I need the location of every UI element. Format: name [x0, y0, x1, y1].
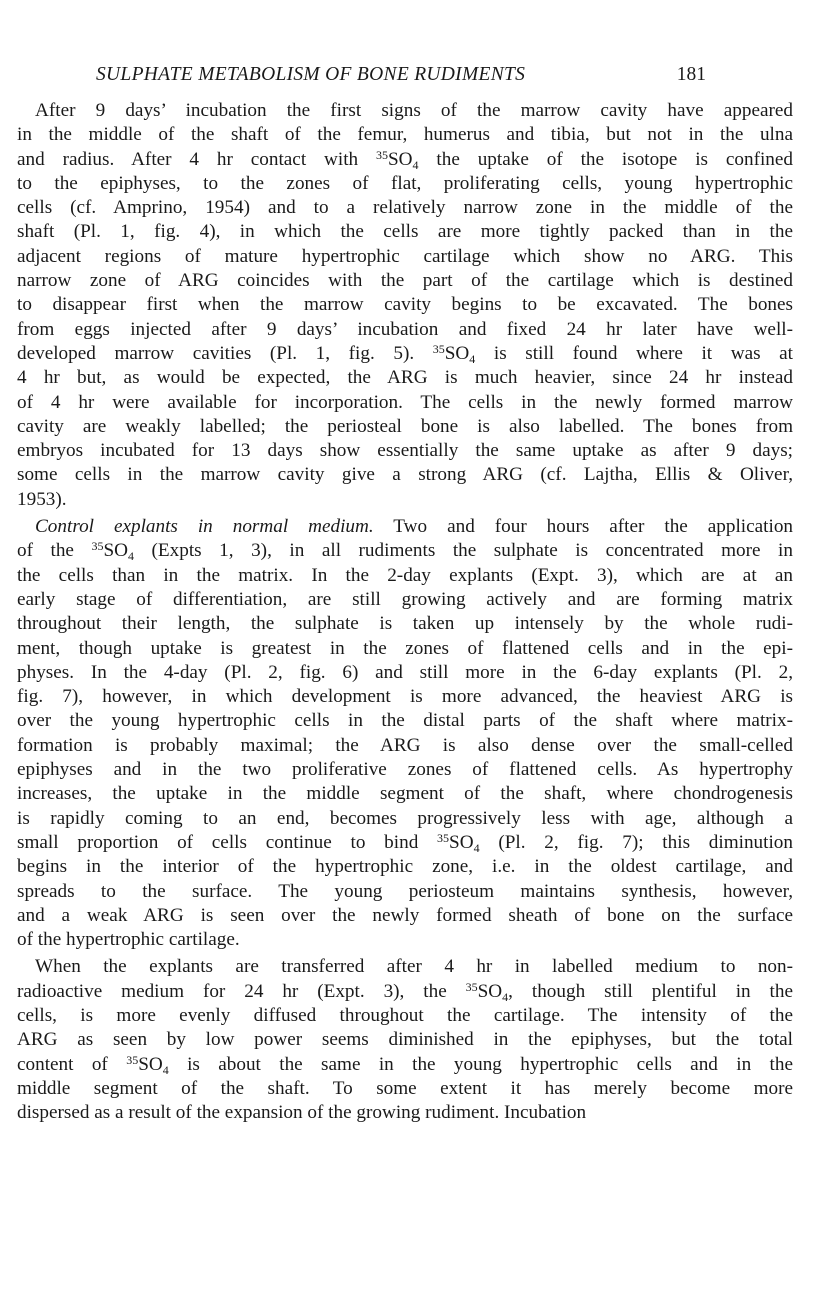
- text-line: small proportion of cells continue to bind $^{35}SO_4$ (Pl. 2, fig. 7); this diminution: [17, 830, 793, 855]
- text-line: cells (cf. Amprino, 1954) and to a relatively narrow zone in the middle of the: [17, 197, 793, 219]
- text-line: 1953).: [17, 488, 67, 510]
- paragraph: [17, 515, 793, 952]
- text-line: content of $^{35}SO_4$ is about the same in the young hypertrophic cells and in the: [17, 1052, 793, 1077]
- text-line: in the middle of the shaft of the femur, humerus and tibia, but not in the ulna: [17, 124, 793, 146]
- page-number: 181: [676, 64, 706, 85]
- text-line: to disappear first when the marrow cavity begins to be excavated. The bones: [17, 294, 793, 316]
- text-line: over the young hypertrophic cells in the distal parts of the shaft where matrix-: [17, 710, 793, 732]
- text-line: cavity are weakly labelled; the periosteal bone is also labelled. The bones from: [17, 415, 793, 437]
- text-line-rest: Two and four hours after the application: [373, 516, 793, 538]
- text-line: shaft (Pl. 1, fig. 4), in which the cells are more tightly packed than in the: [17, 221, 793, 243]
- text-line: embryos incubated for 13 days show essentially the same uptake as after 9 days;: [17, 440, 793, 462]
- text-line: 4 hr but, as would be expected, the ARG is much heavier, since 24 hr instead: [17, 367, 793, 389]
- text-line: adjacent regions of mature hypertrophic cartilage which show no ARG. This: [17, 245, 793, 267]
- text-line: throughout their length, the sulphate is taken up intensely by the whole rudi-: [17, 613, 793, 635]
- text-line: formation is probably maximal; the ARG is also dense over the small-celled: [17, 734, 793, 756]
- text-line: of 4 hr were available for incorporation. The cells in the newly formed marrow: [17, 391, 793, 413]
- text-line: [17, 515, 793, 539]
- text-line: dispersed as a result of the expansion of the growing rudiment. Incubation: [17, 1102, 587, 1124]
- paragraph: [17, 955, 793, 1125]
- text-line: narrow zone of ARG coincides with the part of the cartilage which is destined: [17, 270, 793, 292]
- text-line: early stage of differentiation, are still growing actively and are forming matrix: [17, 588, 793, 610]
- text-line: ment, though uptake is greatest in the zones of flattened cells and in the epi-: [17, 637, 793, 659]
- text-line: begins in the interior of the hypertrophic zone, i.e. in the oldest cartilage, and: [17, 856, 793, 878]
- text-line: ARG as seen by low power seems diminished in the epiphyses, but the total: [17, 1029, 793, 1051]
- body-text: [17, 99, 793, 1125]
- text-line: spreads to the surface. The young periosteum maintains synthesis, however,: [17, 880, 793, 902]
- text-line: increases, the uptake in the middle segment of the shaft, where chondrogenesis: [17, 783, 793, 805]
- text-line: After 9 days’ incubation the first signs of the marrow cavity have appeared: [35, 100, 793, 121]
- section-lead-italic: Control explants in normal medium.: [35, 516, 374, 538]
- text-line: to the epiphyses, to the zones of flat, proliferating cells, young hypertrophic: [17, 172, 793, 194]
- text-line: physes. In the 4-day (Pl. 2, fig. 6) and still more in the 6-day explants (Pl. 2,: [17, 661, 793, 683]
- text-line: the cells than in the matrix. In the 2-day explants (Expt. 3), which are at an: [17, 564, 793, 586]
- text-line: of the $^{35}SO_4$ (Expts 1, 3), in all rudiments the sulphate is concentrated more in: [17, 539, 793, 564]
- text-line: and a weak ARG is seen over the newly formed sheath of bone on the surface: [17, 904, 793, 926]
- text-line: is rapidly coming to an end, becomes progressively less with age, although a: [17, 807, 793, 829]
- text-line: middle segment of the shaft. To some extent it has merely become more: [17, 1077, 793, 1099]
- running-head-title: SULPHATE METABOLISM OF BONE RUDIMENTS: [96, 64, 526, 85]
- text-line: When the explants are transferred after 4 hr in labelled medium to non-: [35, 956, 793, 978]
- text-line: some cells in the marrow cavity give a strong ARG (cf. Lajtha, Ellis & Oliver,: [17, 464, 793, 486]
- text-line: from eggs injected after 9 days’ incubation and fixed 24 hr later have well-: [17, 318, 793, 340]
- text-line: of the hypertrophic cartilage.: [17, 929, 240, 951]
- text-line: fig. 7), however, in which development is more advanced, the heaviest ARG is: [17, 686, 793, 708]
- text-line: and radius. After 4 hr contact with $^{35}SO_4$ the uptake of the isotope is confined: [17, 147, 793, 172]
- text-line: developed marrow cavities (Pl. 1, fig. 5). $^{35}SO_4$ is still found where it was at: [17, 341, 793, 366]
- running-head: [96, 64, 706, 90]
- text-line: epiphyses and in the two proliferative zones of flattened cells. As hypertrophy: [17, 759, 793, 781]
- text-line: radioactive medium for 24 hr (Expt. 3), the $^{35}SO_4$, though still plentiful in the: [17, 979, 793, 1004]
- paragraph: [17, 99, 793, 512]
- text-line: cells, is more evenly diffused throughout the cartilage. The intensity of the: [17, 1004, 793, 1026]
